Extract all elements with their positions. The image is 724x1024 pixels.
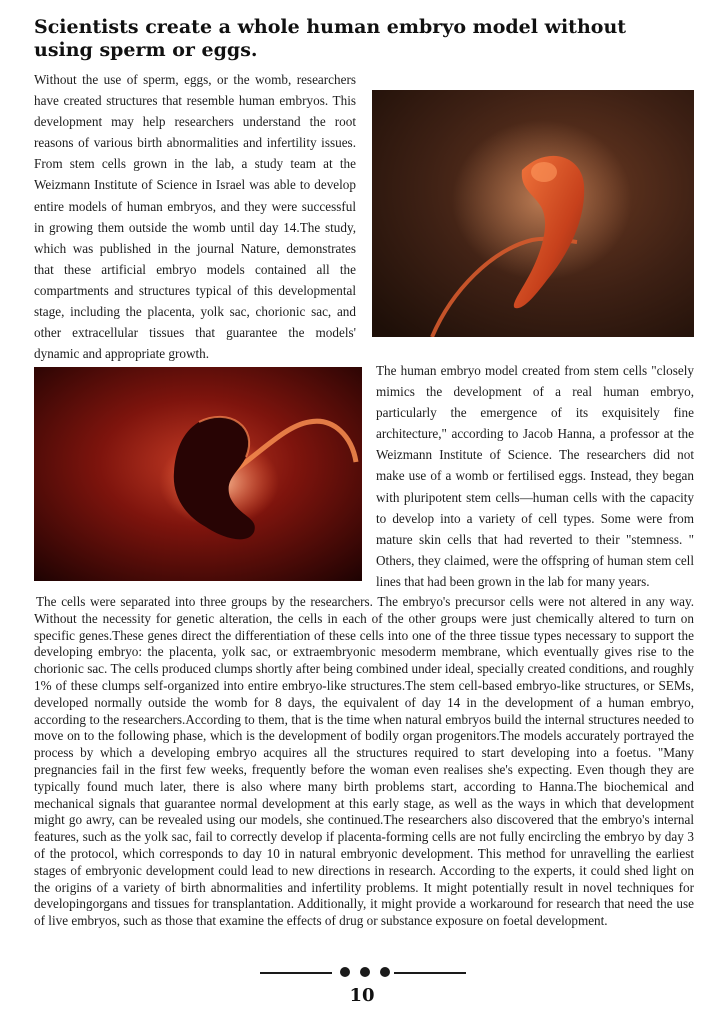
footer-rule-right (394, 972, 466, 974)
ornament-dot (360, 967, 370, 977)
ornament-dot (380, 967, 390, 977)
right-paragraph: The human embryo model created from stem cells "closely mimics the development of a real human embryo, particularly the emergence of its exquisitely fine architecture," according to Jacob Hanna, a professor at the Weizmann Institute of Science. The researchers did not make use of a womb or fertilised eggs. Instead, they began with pluripotent stem cells—human cells with the capacity to develop into a variety of cell types. Some were from mature skin cells that had reverted to their "stemness. " Others, they claimed, were the offspring of human stem cell lines that had been grown in the lab for many years. (376, 363, 694, 589)
early-embryo-illustration (372, 90, 694, 337)
intro-paragraph: Without the use of sperm, eggs, or the womb, researchers have created structures that resemble human embryos. This development may help researchers understand the root reasons of various birth abnormalities and infertility issues. From stem cells grown in the lab, a study team at the Weizmann Institute of Science in Israel was able to develop entire models of human embryos, and they were successful in growing them outside the womb until day 14.The study, which was published in the journal Nature, demonstrates that these artificial embryo models contained all the compartments and structures typical of this developmental stage, including the placenta, yolk sac, chorionic sac, and other extracellular tissues that guarantee the models' dynamic and appropriate growth. (34, 72, 356, 362)
footer-rule-left (260, 972, 332, 974)
body-paragraph: The cells were separated into three groups by the researchers. The embryo's precursor cells were not altered in any way. Without the necessity for genetic alteration, the cells in each of the other groups were just chemically altered to turn on specific genes.These genes direct the differentiation of these cells into one of the three tissue types necessary to support the developing embryo: the placenta, yolk sac, or extraembryonic mesoderm membrane, which eventually gives rise to the chorionic sac. The cells produced clumps shortly after being combined under ideal, specially created conditions, and roughly 1% of these clumps self-organized into entire embryo-like structures.The stem cell-based embryo-like structures, or SEMs, developed normally outside the womb for 8 days, the equivalent of day 14 in the development of a human embryo, according to the researchers.According to them, that is the time when natural embryos build the internal structures needed to move on to the following phase, which is the development of bodily organ progenitors.The models accurately portrayed the process by which a developing embryo acquires all the structures required to start developing into a foetus. "Many pregnancies fail in the first few weeks, frequently before the woman even realises she's expecting. Even though they are typically found much later, there is also where many birth problems start, according to Hanna.The biochemical and mechanical signals that guarantee normal development at this early stage, as well as the ways in which that development might go awry, can be revealed using our models, she continued.The researchers also discovered that the embryo's internal features, such as the yolk sac, fail to correctly develop if placenta-forming cells are not fully encircling the embryo by day 3 of the protocol, which corresponds to day 10 in natural embryonic development. This method for unravelling the earliest stages of embryonic development could lead to new directions in research. According to the experts, it could shed light on the origins of a variety of birth abnormalities and infertility problems. It might potentially result in novel techniques for developingorgans and tissues for transplantation. Additionally, it might provide a workaround for research that need the use of live embryos, such as those that examine the effects of drug or substance exposure on foetal development. (34, 594, 694, 929)
article-title: Scientists create a whole human embryo model without using sperm or eggs. (34, 16, 627, 61)
page-number: 10 (349, 985, 375, 1006)
ornament-dot (340, 967, 350, 977)
footer-ornament (340, 965, 390, 979)
fetus-in-womb-illustration (34, 367, 362, 581)
